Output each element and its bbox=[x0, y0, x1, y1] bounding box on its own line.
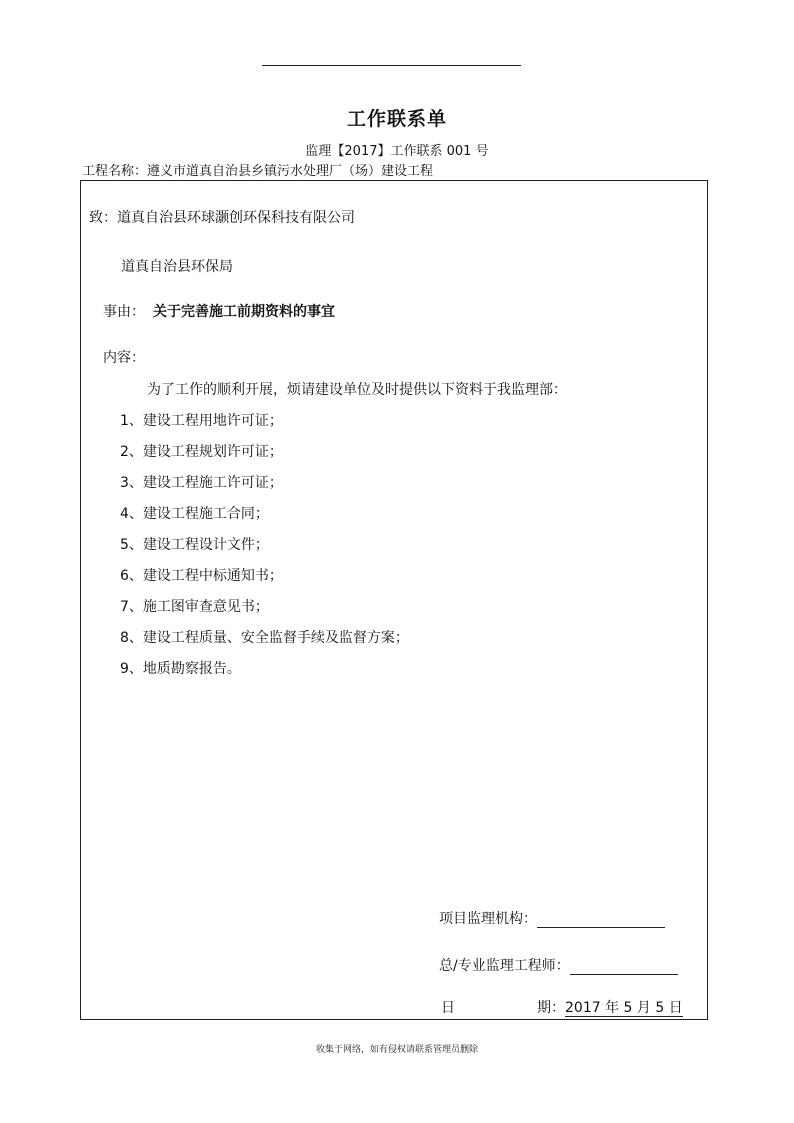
subject-label: 事由： bbox=[103, 304, 145, 320]
recipient-2: 道真自治县环保局 bbox=[121, 259, 233, 275]
supervision-org-blank bbox=[537, 927, 665, 928]
document-title: 工作联系单 bbox=[346, 108, 447, 130]
project-name: 工程名称：遵义市道真自治县乡镇污水处理厂（场）建设工程 bbox=[82, 164, 434, 179]
subject-row bbox=[103, 301, 335, 321]
engineer-row bbox=[439, 955, 678, 975]
date-label: 期： bbox=[537, 1000, 565, 1016]
engineer-label: 总/专业监理工程师： bbox=[439, 958, 570, 974]
list-item: 6、建设工程中标通知书； bbox=[120, 568, 283, 584]
content-label: 内容： bbox=[103, 350, 145, 366]
engineer-signature-blank bbox=[570, 974, 678, 975]
list-item: 7、施工图审查意见书； bbox=[120, 599, 269, 615]
date-label-char: 日 bbox=[441, 1000, 455, 1016]
list-item: 8、建设工程质量、安全监督手续及监督方案； bbox=[120, 630, 409, 646]
recipient-1: 致：道真自治县环球灏创环保科技有限公司 bbox=[89, 210, 355, 226]
subject-text: 关于完善施工前期资料的事宜 bbox=[153, 304, 335, 320]
top-rule bbox=[262, 65, 521, 66]
document-number: 监理【2017】工作联系 001 号 bbox=[305, 144, 489, 159]
list-item: 5、建设工程设计文件； bbox=[120, 537, 269, 553]
list-item: 4、建设工程施工合同； bbox=[120, 506, 269, 522]
date-value: 2017 年 5 月 5 日 bbox=[565, 1000, 683, 1016]
list-item: 2、建设工程规划许可证； bbox=[120, 444, 283, 460]
content-intro: 为了工作的顺利开展，烦请建设单位及时提供以下资料于我监理部： bbox=[147, 382, 567, 398]
footer-note: 收集于网络，如有侵权请联系管理员删除 bbox=[315, 1045, 478, 1055]
list-item: 9、地质勘察报告。 bbox=[120, 661, 241, 677]
contact-form-box bbox=[80, 180, 708, 1020]
supervision-org-row bbox=[439, 908, 665, 928]
date-row bbox=[441, 997, 683, 1017]
supervision-org-label: 项目监理机构： bbox=[439, 911, 537, 927]
list-item: 1、建设工程用地许可证； bbox=[120, 413, 283, 429]
list-item: 3、建设工程施工许可证； bbox=[120, 475, 283, 491]
